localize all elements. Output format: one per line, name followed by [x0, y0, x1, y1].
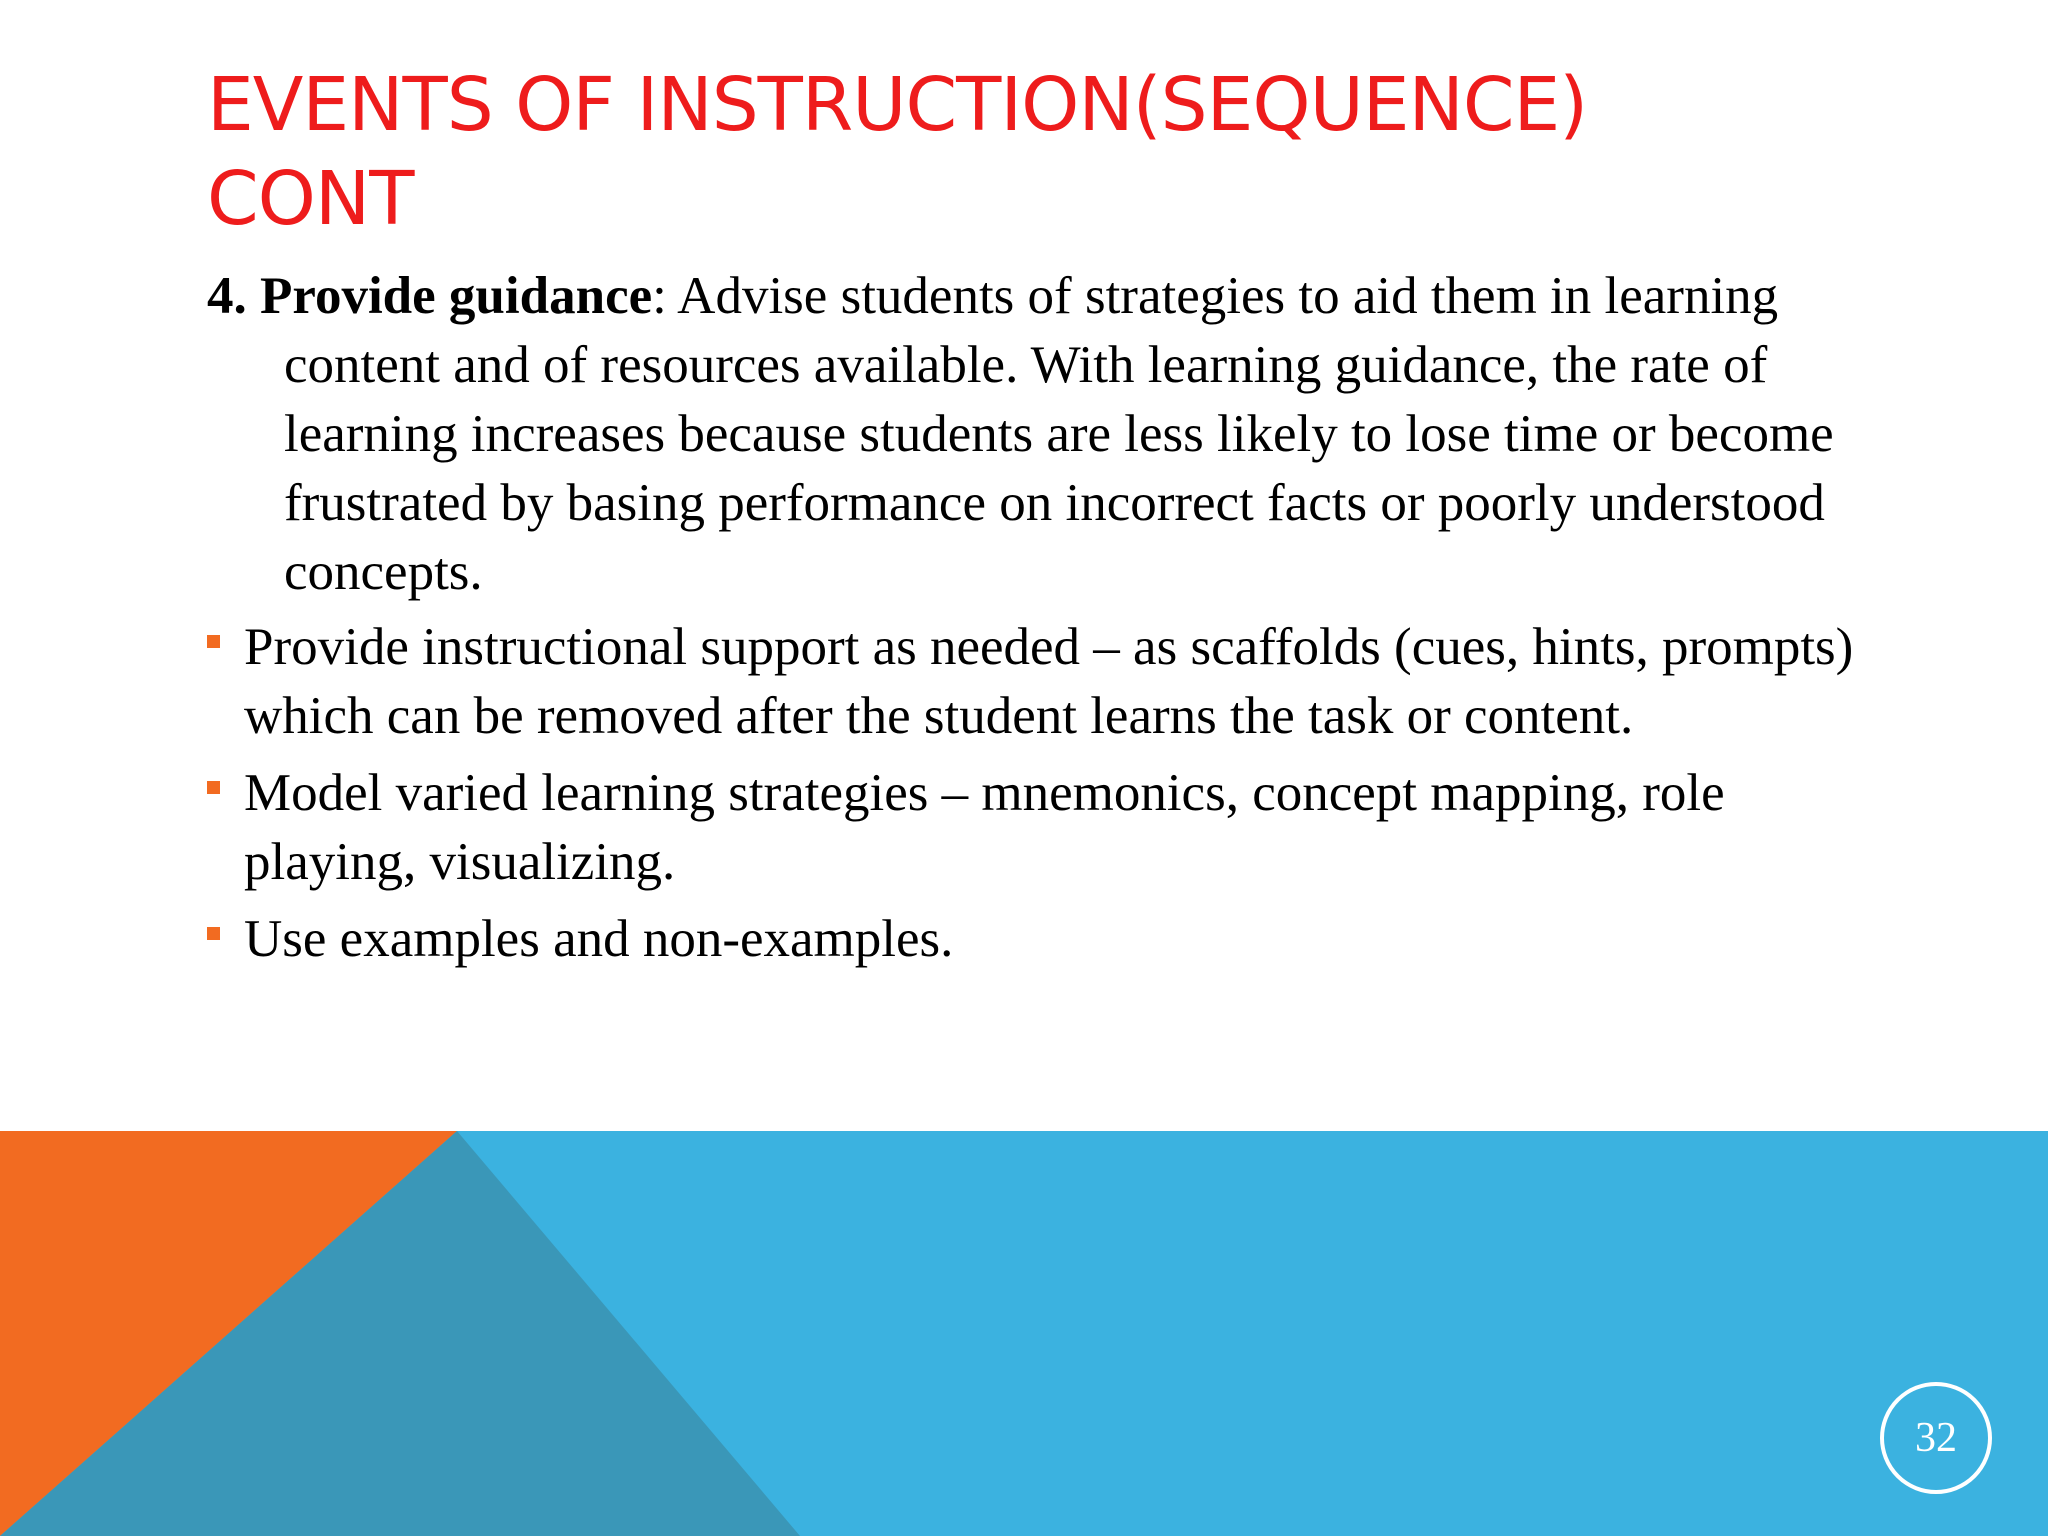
slide-title-line-1: EVENTS OF INSTRUCTION(SEQUENCE)	[207, 62, 1588, 148]
bullet-list	[207, 613, 1867, 974]
intro-paragraph	[207, 262, 1867, 607]
square-bullet-icon	[207, 781, 220, 794]
bullet-item	[207, 905, 1867, 974]
intro-lead: 4. Provide guidance	[207, 267, 653, 325]
bullet-text: Use examples and non-examples.	[244, 910, 954, 968]
page-number: 32	[1915, 1415, 1957, 1461]
bullet-item	[207, 759, 1867, 897]
bullet-text: Provide instructional support as needed – as scaffolds (cues, hints, prompts) which can be removed after the student learns the task or content.	[244, 618, 1854, 745]
slide-title-line-2: CONT	[207, 156, 414, 242]
slide-body	[207, 262, 1867, 982]
bullet-item	[207, 613, 1867, 751]
footer-decoration	[0, 1131, 2048, 1536]
square-bullet-icon	[207, 635, 220, 648]
page-number-badge	[1880, 1382, 1992, 1494]
intro-text: : Advise students of strategies to aid them in learning content and of resources available. With learning guidance, the rate of learning increases because students are less likely to lose time or become frustrated by basing performance on incorrect facts or poorly understood concepts.	[284, 267, 1834, 601]
slide-title	[207, 58, 1907, 246]
bullet-text: Model varied learning strategies – mnemonics, concept mapping, role playing, visualizing.	[244, 764, 1725, 891]
square-bullet-icon	[207, 927, 220, 940]
